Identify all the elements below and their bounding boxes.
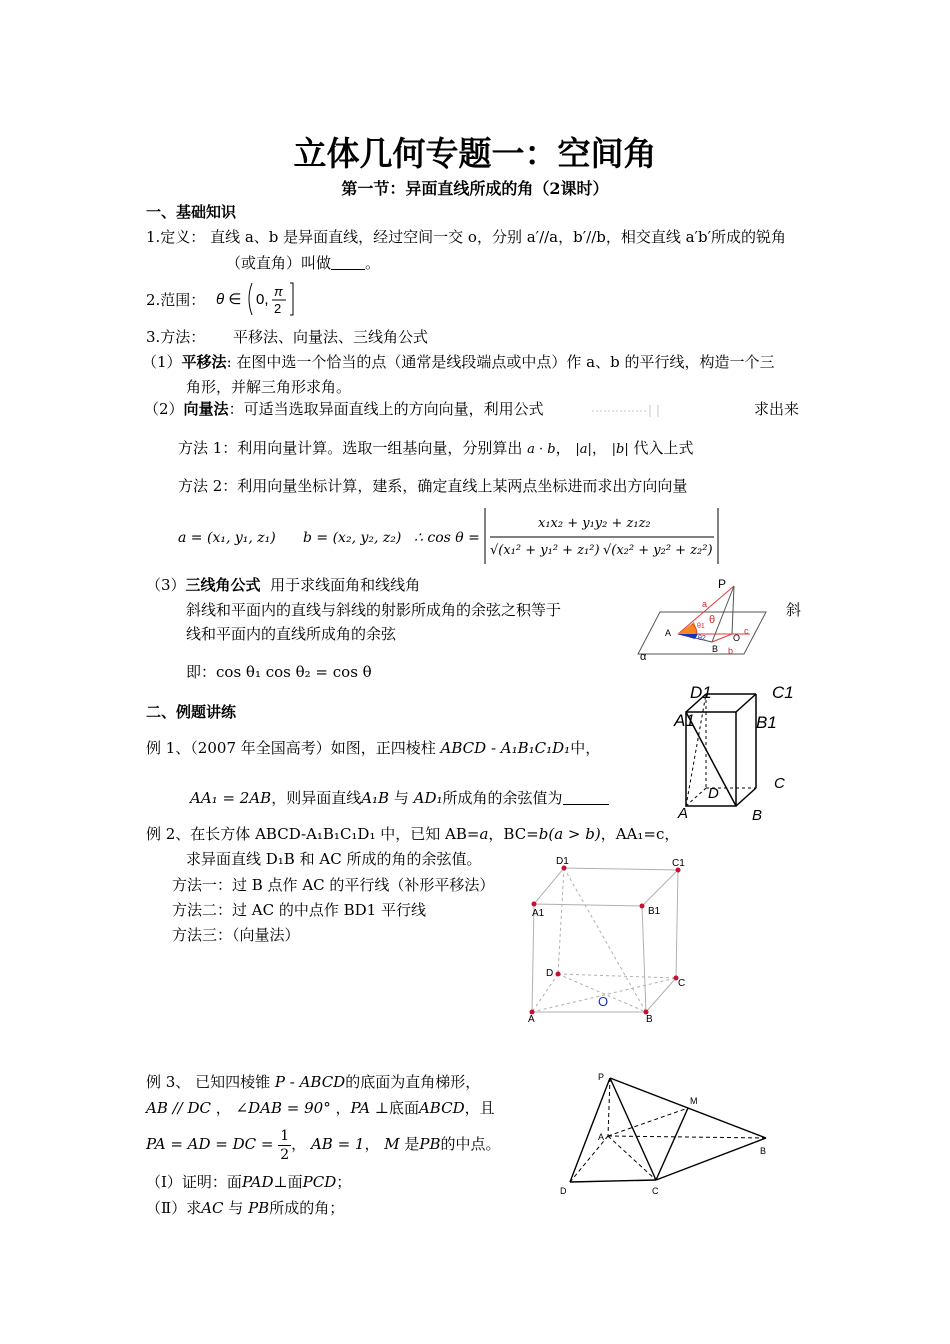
ex2-method-3: 方法三：（向量法）: [172, 926, 300, 944]
ex3-equation: PA = AD = DC =: [146, 1135, 274, 1153]
vector-tail: 求出来: [754, 400, 800, 418]
ex3-m-end: 的中点。: [440, 1135, 501, 1153]
box-label-C: C: [678, 978, 686, 989]
ex3-cond2: ∠DAB = 90°: [235, 1099, 331, 1117]
prism-label-A: A: [678, 805, 689, 822]
prism-label-C1: C1: [772, 683, 794, 702]
range-bracket: [290, 283, 293, 315]
pyr-label-D: D: [560, 1186, 567, 1196]
ex3-half-num: 1: [280, 1127, 290, 1144]
box-label-D: D: [546, 968, 554, 979]
definition-text: （或直角）叫做: [226, 254, 332, 272]
ex1-prism: ABCD - A₁B₁C₁D₁: [440, 739, 571, 757]
translate-line-1: [142, 352, 774, 372]
three-line-figure-graphic: [632, 576, 772, 666]
box-label-A: A: [528, 1014, 535, 1024]
pyr-hidden-ac: [608, 1136, 656, 1180]
pyr-label-B: B: [760, 1146, 767, 1156]
range-paren: [249, 283, 252, 315]
three-line-heading: [146, 575, 420, 595]
range-formula: [212, 280, 296, 318]
method2-line: 方法 2：利用向量坐标计算，建系，确定直线上某两点坐标进而求出方向向量: [178, 477, 688, 495]
box-label-B: B: [646, 1014, 653, 1024]
pyr-hidden-pa: [608, 1078, 610, 1136]
box-point-D: [556, 972, 561, 977]
range-formula-graphic: [212, 280, 296, 318]
translate-bold: 平移法: [181, 353, 227, 371]
ex3-half-den: 2: [280, 1146, 290, 1163]
three-text: 用于求线面角和线线角: [270, 576, 421, 594]
box-hidden-da: [532, 974, 558, 1012]
coord-b: b = (x₂, y₂, z₂): [303, 530, 402, 546]
box-point-B1: [640, 904, 645, 909]
coord-a: a = (x₁, y₁, z₁): [178, 530, 276, 546]
coord-denominator-1: √(x₁² + y₁² + z₁²): [490, 543, 600, 558]
box-edge-bb1: [642, 906, 646, 1012]
pyramid-figure-graphic: [556, 1066, 776, 1200]
box-label-D1: D1: [556, 856, 569, 867]
definition-line-1: 1.定义： 直线 a、b 是异面直线，经过空间一交 o，分别 a′//a，b′//b，相交直线 a′b′所成的锐角: [146, 228, 786, 246]
label-b: b: [728, 646, 734, 656]
methods-list: 平移法、向量法、三线角公式: [233, 328, 429, 346]
three-formula: cos θ₁ cos θ₂ = cos θ: [216, 663, 372, 681]
ex3-cond3c: ABCD: [418, 1099, 465, 1117]
ex1-blank: [563, 790, 609, 805]
ex2-line-2: 求异面直线 D₁B 和 AC 所成的角的余弦值。: [186, 850, 482, 868]
box-label-C1: C1: [672, 858, 685, 869]
vector-formula-faint-graphic: [590, 404, 662, 418]
ex3-cond3d: ，且: [464, 1099, 495, 1117]
ex1-line-1: [146, 738, 600, 758]
box-label-B1: B1: [648, 906, 661, 917]
ex3-q2-c: 所成的角；: [269, 1199, 345, 1217]
ex1-q3: 所成角的余弦值为: [442, 789, 563, 807]
label-theta: θ: [709, 614, 716, 626]
method1-abs-a: |a|: [575, 442, 592, 457]
coord-numerator: x₁x₂ + y₁y₂ + z₁z₂: [538, 516, 651, 531]
page-subtitle: 第一节：异面直线所成的角（2课时）: [341, 179, 609, 198]
ex3-q1-c: ；: [336, 1173, 352, 1191]
box-point-A1: [532, 902, 537, 907]
ex1-line1-end: 中，: [570, 739, 601, 757]
ex3-q2-a: （Ⅱ）求: [146, 1199, 202, 1217]
ex2-line-1: [146, 824, 679, 844]
ex2-aa: ，AA₁=c，: [600, 825, 680, 843]
translate-line-2: 角形，并解三角形求角。: [186, 378, 352, 396]
vector-bold: 向量法: [183, 400, 229, 418]
vector-num: （2）: [144, 400, 184, 418]
ex3-half: [278, 1127, 291, 1164]
method1-vector: a · b: [527, 442, 556, 457]
pyr-label-A: A: [598, 1132, 605, 1142]
prism-label-D1: D1: [690, 683, 712, 702]
prism-edge-bc: [736, 788, 756, 806]
ex2-method-2: 方法二：过 AC 的中点作 BD1 平行线: [172, 901, 426, 919]
box-edge-bc: [646, 978, 676, 1012]
definition-line-2: [226, 253, 380, 273]
page-title: 立体几何专题一：空间角: [293, 134, 657, 173]
box-figure: [522, 852, 694, 1024]
pyr-edge-pd: [570, 1078, 610, 1182]
ex3-m-text: 是: [404, 1135, 420, 1153]
ex3-q2-b: 与: [228, 1199, 244, 1217]
range-theta: θ ∈: [216, 291, 242, 308]
pyr-hidden-ab: [608, 1136, 766, 1138]
pyr-edge-dc: [570, 1180, 656, 1182]
ex3-line-1: [146, 1072, 480, 1092]
three-formula-prefix: 即：: [186, 663, 217, 681]
prism-figure: [672, 678, 802, 824]
label-O: O: [733, 633, 741, 643]
pyr-label-M: M: [690, 1096, 698, 1106]
ex3-cond1: AB // DC: [146, 1099, 212, 1117]
three-bold: 三线角公式: [185, 576, 261, 594]
vector-text: ：可适当选取异面直线上的方向向量，利用公式: [228, 400, 544, 418]
ex3-ab: AB = 1: [310, 1135, 365, 1153]
ex3-q1-b: ⊥面: [273, 1173, 303, 1191]
method1-tail: 代入上式: [633, 439, 694, 457]
method1-line: 方法 1：利用向量计算。选取一组基向量，分别算出 a · b， |a|， |b| 代入上式: [178, 439, 694, 457]
box-diag-d1b: [564, 868, 646, 1012]
label-P: P: [718, 577, 727, 591]
pyr-hidden-ad: [570, 1136, 608, 1182]
ex2-text: 例 2、在长方体 ABCD-A₁B₁C₁D₁ 中，已知 AB=: [146, 825, 480, 843]
method1-text: 方法 1：利用向量计算。选取一组基向量，分别算出: [178, 439, 523, 457]
ex1-condition: AA₁ = 2AB: [190, 789, 272, 807]
prism-edge-b1c1: [736, 694, 756, 712]
line-PO: [732, 586, 734, 634]
ex1-text: 例 1、（2007 年全国高考）如图，正四棱柱: [146, 739, 436, 757]
ex3-cond3b: 底面: [388, 1099, 419, 1117]
box-hidden-dc: [558, 974, 676, 978]
line-PA: [678, 586, 734, 634]
prism-figure-graphic: [672, 678, 802, 824]
label-a: a: [702, 599, 708, 609]
three-line-text-1: 斜线和平面内的直线与斜线的射影所成角的余弦之积等于: [186, 601, 562, 619]
three-line-text-1-tail: 斜: [786, 601, 802, 619]
ex2-bc: ，BC=: [488, 825, 539, 843]
section2-heading: 二、例题讲练: [146, 703, 237, 721]
ex1-q1: ，则异面直线: [271, 789, 362, 807]
ex1-q2: 与: [393, 789, 409, 807]
definition-end: 。: [365, 254, 381, 272]
three-num: （3）: [146, 576, 186, 594]
ex3-pyramid: P - ABCD: [274, 1073, 346, 1091]
ex3-pb: PB: [419, 1135, 441, 1153]
prism-hidden-ad: [686, 788, 706, 806]
prism-label-B1: B1: [756, 713, 777, 732]
ex2-a: a: [479, 825, 489, 843]
ex3-q1-pcd: PCD: [302, 1173, 337, 1191]
pyr-hidden-am: [608, 1108, 688, 1136]
range-pi: π: [274, 284, 283, 299]
ex2-method-1: 方法一：过 B 点作 AC 的平行线（补形平移法）: [172, 876, 495, 894]
pyr-label-P: P: [598, 1072, 605, 1082]
range-zero: 0,: [256, 291, 269, 308]
ex3-q2-ac: AC: [201, 1199, 224, 1217]
ex3-line-2: AB // DC ， ∠DAB = 90° ，PA ⊥底面ABCD，且: [146, 1099, 495, 1117]
box-label-A1: A1: [532, 908, 545, 919]
angle-theta2-wedge: [678, 634, 698, 639]
ex1-a1b: A₁B: [361, 789, 390, 807]
three-line-formula: [186, 662, 372, 682]
label-theta2: θ2: [698, 635, 706, 642]
box-edge-aa1: [532, 904, 534, 1012]
prism-label-C: C: [774, 775, 785, 792]
methods-label: 3.方法：: [146, 328, 206, 346]
box-top-face: [534, 868, 678, 906]
label-c: c: [744, 626, 749, 636]
definition-blank: [331, 255, 365, 270]
ex1-ad1: AD₁: [413, 789, 443, 807]
prism-label-A1: A1: [674, 711, 695, 730]
ex3-line1-end: 的底面为直角梯形，: [345, 1073, 481, 1091]
translate-text: : 在图中选一个恰当的点（通常是线段端点或中点）作 a、b 的平行线，构造一个三: [226, 353, 775, 371]
three-line-text-2: 线和平面内的直线所成角的余弦: [186, 625, 397, 643]
pyr-label-C: C: [652, 1186, 659, 1196]
box-label-O: O: [598, 994, 609, 1009]
label-A: A: [665, 628, 672, 638]
label-alpha: α: [640, 651, 647, 663]
ex3-q1-a: （Ⅰ）证明：面: [146, 1173, 242, 1191]
vector-line: [144, 399, 544, 419]
box-hidden-dd1: [558, 868, 564, 974]
coord-therefore: ∴ cos θ =: [414, 530, 480, 546]
ex3-cond3: PA ⊥: [350, 1099, 389, 1117]
angle-theta1-wedge: [678, 622, 698, 634]
method1-abs-b: |b|: [611, 442, 629, 457]
translate-num: （1）: [142, 353, 182, 371]
ex3-text: 例 3、 已知四棱锥: [146, 1073, 271, 1091]
ex3-q1-pad: PAD: [241, 1173, 274, 1191]
ex2-b: b(a > b): [538, 825, 601, 843]
ex3-line-3: PA = AD = DC = $\frac{1}{2}$ ， AB = 1， M 是PB的中点。: [146, 1127, 501, 1163]
label-B: B: [712, 644, 719, 654]
coord-denominator-2: √(x₂² + y₂² + z₂²): [603, 543, 713, 558]
label-theta1: θ1: [697, 623, 705, 630]
ex3-q2-pb: PB: [248, 1199, 270, 1217]
prism-label-B: B: [752, 807, 763, 824]
prism-label-D: D: [708, 785, 719, 802]
range-two: 2: [274, 301, 282, 316]
pyramid-figure: [556, 1066, 776, 1200]
ex3-question-2: [146, 1198, 344, 1218]
box-edge-cc1: [676, 870, 678, 978]
ex3-m: M: [384, 1135, 400, 1153]
ex3-question-1: [146, 1172, 351, 1192]
three-line-figure: [632, 576, 772, 666]
ex1-line-2: [190, 788, 609, 808]
vector-formula-faint: [590, 403, 662, 417]
box-figure-graphic: [522, 852, 694, 1024]
range-label: 2.范围：: [146, 291, 206, 309]
section1-heading: 一、基础知识: [146, 203, 237, 221]
